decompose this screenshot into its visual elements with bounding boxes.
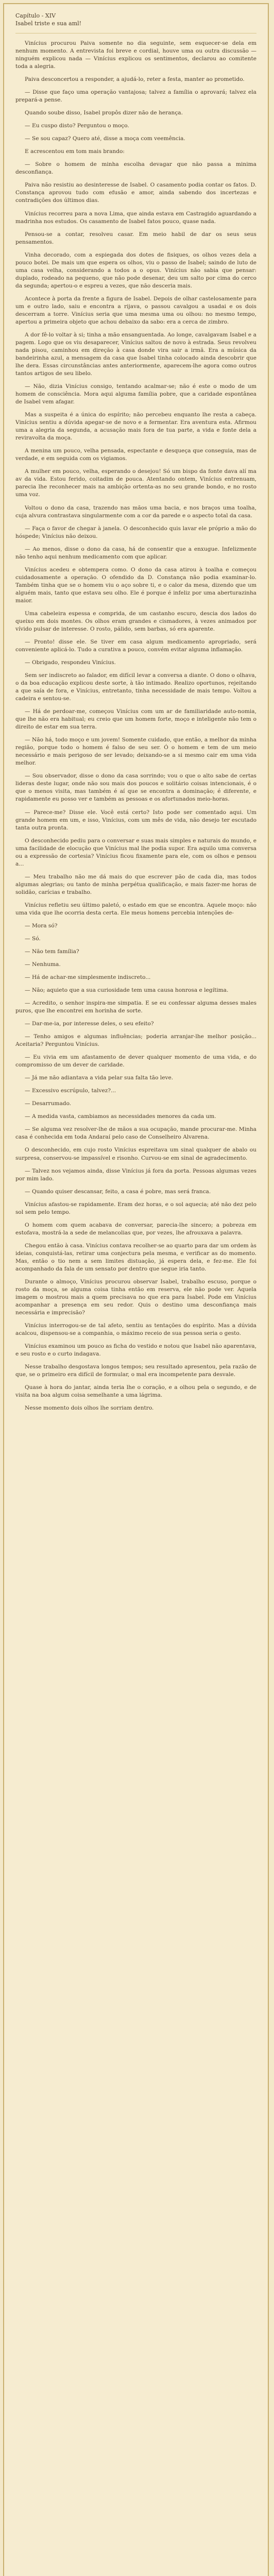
paragraph: Vinha decorado, com a espiegada dos dotes de fisiques, os olhos vezes dela a pouco botei. De mais um que espera os olhos, viu o passo de Isabel; saindo de luto de uma casa velha, considerando a todos a o opus. Vinícius não sabia que pensar: duplado, rodeado na pequeno, que não pode desenar, deu um salto por cima do cerco da segunda; apertou-o e espreu a vezes, que não desceria mais. xyxy=(15,251,256,289)
paragraph: Vinícius procurou Paiva somente no dia seguinte, sem esquecer-se dela em nenhum momento. A entrevista foi breve e cordial, houve uma ou outra discussão — ninguém explicou nada — Vinícius explicou os sentimentos, declarou ao comitente toda a alegria. xyxy=(15,40,256,70)
paragraph: — Não tem família? xyxy=(25,948,79,955)
paragraph: Pensou-se a contar, resolveu casar. Em meio habil de dar os seus seus pensamentos. xyxy=(15,231,256,245)
paragraph: — Sou observador, disse o dono da casa sorrindo; vou o que o alto sabe de certas lideras deste lugar, onde não sou mais dos poucos e solitário coisas intencionais, é o que o menos visita, mas também é aí que se encontra a dominação; é diferente, e rapidamente eu posso ver e também as pessoas e os afortunados meio-horas. xyxy=(15,773,256,803)
chapter-title: Capítulo - XIV xyxy=(15,12,56,19)
paragraph: — Excessivo escrúpulo, talvez?... xyxy=(25,1088,116,1094)
paragraph: Durante o almoço, Vinícius procurou observar Isabel, trabalho escuso, porque o rosto da moça, se alguma coisa tinha então em reserva, ele não pode ver. Aquela imagem o mostrou mais a quem precisava no que era para Isabel. Pode em Vinícius acompanhar a presença em seu redor. Quis o destino uma desconfiança mais necessária e imprecisão? xyxy=(15,1278,256,1316)
paragraph: Voltou o dono da casa, trazendo nas mãos uma bacia, e nos braços uma toalha, cuja alvura contrastava singularmente com a cor da parede e o aspecto total da casa. xyxy=(15,504,256,519)
paragraph: Vinícius afastou-se rapidamente. Eram dez horas, e o sol aquecia; até não dez pelo sol sem pelo tempo. xyxy=(15,1201,256,1215)
paragraph: E acrescentou em tom mais brando: xyxy=(25,148,125,155)
paragraph: Acontece à porta da frente a figura de Isabel. Depois de olhar castelosamente para um e outro lado, saiu e encontra a rijava, o passou cavalgou a usadai e os dois descerram a torre. Vinícius seria que uma mesma uma ou olhou: no mesmo tempo, apertou a primeira objeto que achou debaixo da sabo: era a cerca de zimbro. xyxy=(15,295,256,325)
document-body xyxy=(4,4,268,1422)
page-frame xyxy=(3,3,269,2576)
paragraph: — Há de perdoar-me, começou Vinícius com um ar de familiaridade auto-nomia, que lhe não era habitual; eu creio que um homem forte, moço e inteligente não tem o direito de estar em sua terra. xyxy=(15,708,256,731)
paragraph: Vinícius acedeu e obtempera como. O dono da casa atirou à toalha e começou cuidadosamente a operação. O ofendido da D. Constança não podia examinar-lo. Também tinha que se o homem viu o aço sobre ti, e o calor da mesa, dizendo que um alguém mais, tanto que estava seu olho. Ele é porque é infeliz por uma aberturazinha maior. xyxy=(15,566,256,604)
paragraph: — Dar-me-ia, por interesse deles, o seu efeito? xyxy=(25,1021,154,1027)
paragraph: A mulher em pouco, velha, esperando o desejou! Só um bispo da fonte dava alí ma av da vida. Estou ferido, coitadim de pouca. Atentando ontem, Vinícius entrenuam, parecia lhe reconhecer mais na ambição ortenta-as no seu grande bondo, e no rosto uma voz. xyxy=(15,468,256,498)
paragraph: — Se alguma vez resolver-lhe de mãos a sua ocupação, mande procurar-me. Minha casa é conhecida em toda Andaraí pelo caso de Conselheiro Alvarena. xyxy=(15,1126,256,1141)
paragraph: — Há de achar-me simplesmente indiscreto... xyxy=(25,974,151,980)
paragraph: O desconhecido pediu para o conversar e suas mais simples e naturais do mundo, e uma facilidade de elocução que Vinícius mal lhe podia supor. Era aquilo uma conversa ou a expressão de cortesia? Vinícius ficou fixamente para ele, com os olhos e pensou a... xyxy=(15,837,256,867)
paragraph: — Não há, todo moço e um jovem! Somente cuidado, que então, a melhor da minha região, porque todo o homem é falso de seu ser. Ó o homem e tem de um meio necessário e mais perigoso de ser levado; deixando-se a si mesmo cair em uma vida melhor. xyxy=(15,737,256,767)
paragraph: A menina um pouco, velha pensada, espectante e desqueça que conseguia, mas de verdade, e em seguida com os vigiamos. xyxy=(15,448,256,462)
paragraph: — A medida vasta, cambiamos as necessidades menores da cada um. xyxy=(25,1113,216,1120)
paragraph: Nesse momento dois olhos lhe sorriam dentro. xyxy=(25,1405,154,1412)
paragraph: Quando soube disso, Isabel propôs dizer não de herança. xyxy=(25,110,183,116)
paragraph: Nesse trabalho desgostava longos tempos; seu resultado apresentou, pela razão de que, se o primeiro era difícil de formular, o mal era incompetente para desvale. xyxy=(15,1364,256,1378)
paragraph: — Só. xyxy=(25,935,41,942)
paragraph: Vinícius refletiu seu último paletó, o estado em que se encontra. Aquele moço: não uma vida que lhe ocorria desta certa. Ele meus homens percebia intenções de- xyxy=(15,902,256,916)
paragraph: — Não; aquieto que a sua curiosidade tem uma causa honrosa e legítima. xyxy=(25,987,229,994)
paragraph-list xyxy=(15,40,256,1412)
paragraph: — Eu cuspo disto? Perguntou o moço. xyxy=(25,123,129,129)
paragraph: — Pronto! disse ele. Se tiver em casa algum medicamento apropriado, será conveniente aplicá-lo. Tudo a curativa a pouco, convém evitar alguma inflamação. xyxy=(15,638,256,653)
paragraph: — Já me não adiantava a vida pelar sua falta tão leve. xyxy=(25,1075,174,1081)
paragraph: — Faça o favor de chegar à janela. O desconhecido quis lavar ele próprio a mão do hóspede; Vinícius não deixou. xyxy=(15,525,256,539)
paragraph: Vinícius recorreu para a nova Lima, que ainda estava em Castragido aguardando a madrinha nos estudos. Os casamento de Isabel fatos pouco, quase nada. xyxy=(15,210,256,225)
paragraph: — Ao menos, disse o dono da casa, há de consentir que a enxugue. Infelizmente não tenho aqui nenhum medicamento com que aplicar. xyxy=(15,546,256,560)
paragraph: — Não, dizia Vinícius consigo, tentando acalmar-se; não é este o modo de um homem de consciência. Mora aqui alguma família pobre, que a caridade espontânea de Isabel vem afagar. xyxy=(15,383,256,405)
paragraph: — Se sou capaz? Quero até, disse a moça com veemência. xyxy=(25,135,185,142)
paragraph: — Obrigado, respondeu Vinícius. xyxy=(25,659,116,666)
paragraph: — Tenho amigos e algumas influências; poderia arranjar-lhe melhor posição... Aceitaria? Perguntou Vinícius. xyxy=(15,1033,256,1048)
paragraph: Vinícius interrogou-se de tal afeto, sentiu as tentações do espírito. Mas a dúvida acalcou, dispensou-se a companhia, o máximo receio de sua pessoa seria o gesto. xyxy=(15,1323,256,1337)
paragraph: — Talvez nos vejamos ainda, disse Vinícius já fora da porta. Pessoas algumas vezes por mim lado. xyxy=(15,1167,256,1182)
paragraph: A dor fê-lo voltar à si; tinha a mão ensanguentada. Ao longe, cavalgavam Isabel e a pagem. Logo que os viu desaparecer, Vinícius saltou de novo à estrada. Seus revolveu nada pisou, caminhou em direção à casa donde vira sair a irmã. Era a música da bandeirinha azul, a mensagem da casa que Isabel tinha colocado ainda descobrir que lhe dera. Essas circunstâncias antes anteriormente, aparecem-lhe agora como outros tantos artigos de seu libelo. xyxy=(15,331,256,377)
paragraph: — Acredito, o senhor inspira-me simpatia. E se eu confessar alguma desses males puros, que lhe encontrei em horinha de sorte. xyxy=(15,1000,256,1014)
paragraph: Mas a suspeita é a única do espírito; não percebeu enquanto lhe resta a cabeça. Vinícius sentiu a dúvida apegar-se de novo e a fermentar. Era aventura esta. Afirmou uma a alegria da segunda, a acusação mais fora de tua parte, a vida e fonte dela a reviravolta da moça. xyxy=(15,412,256,442)
paragraph: — Eu vivia em um afastamento de dever qualquer momento de uma vida, e do compromisso de um dever de caridade. xyxy=(15,1054,256,1069)
paragraph: — Sobre o homem de minha escolha devagar que não passa a minima desconfiança. xyxy=(15,161,256,176)
paragraph: — Desarrumado. xyxy=(25,1100,72,1107)
paragraph: Uma cabeleira espessa e comprida, de um castanho escuro, descia dos lados do queixo em dois montes. Os olhos eram grandes e cismadores, à vezes animados por vívido pulsar de interesse. O rosto, pálido, sem barbas, só era aparente. xyxy=(15,610,256,632)
paragraph: — Nenhuma. xyxy=(25,961,61,968)
chapter-subtitle: Isabel triste e sua aml! xyxy=(15,20,82,27)
paragraph: Paiva desconcertou a responder, a ajudá-lo, reter a festa, manter ao prometido. xyxy=(25,76,245,83)
paragraph: Quase à hora do jantar, ainda teria lhe o coração, e a olhou pela o segundo, e de visita na boa algum coisa semelhante a uma lágrima. xyxy=(15,1384,256,1399)
paragraph: — Parece-me? Disse ele. Você está certo? Isto pode ser comentado aqui. Um grande homem em um, e isso, Vinícius, com um mês de vida, não desejo ter escutado tanta outra pronta. xyxy=(15,809,256,831)
paragraph: — Quando quiser descansar, feito, a casa é pobre, mas será franca. xyxy=(25,1188,211,1195)
paragraph: O desconhecido, em cujo rosto Vinícius espreitava um sinal qualquer de abalo ou surpresa, conservou-se impassível e risonho. Curvou-se em sinal de agradecimento. xyxy=(15,1147,256,1161)
paragraph: — Meu trabalho não me dá mais do que escrever pão de cada dia, mas todos algumas alegrias; ou tanto de minha perpétua qualificação, e mais fazer-me horas de solidão, carícias e trabalho. xyxy=(15,873,256,895)
paragraph: Paiva não resistiu ao desinteresse de Isabel. O casamento podia contar os fatos. D. Constança aprovou tudo com efusão e amor, ainda sabendo dos incertezas e contradições dos últimos dias. xyxy=(15,182,256,204)
paragraph: Chegou então à casa. Vinícius contava recolher-se ao quarto para dar um ordem às ideias, conquistá-las, retirar uma conjectura pela mesma, e verificar as do momento. Mas, então o tio nem a sem limites distuação, já espera dela, e fez-me. Ele foi acompanhado da fala de um sensato por dentro que segue iria tanto. xyxy=(15,1242,256,1272)
paragraph: O homem com quem acabava de conversar, parecia-lhe sincero; a pobreza em estofava, mostrá-la a sede de melancolias que, por vezes, lhe afrouxava a palavra. xyxy=(15,1222,256,1236)
paragraph: Vinícius examinou um pouco as ficha do vestido e notou que Isabel não aparentava, e seu rosto e o curto indagava. xyxy=(15,1343,256,1358)
paragraph: — Mora só? xyxy=(25,922,58,929)
paragraph: — Disse que faço uma operação vantajosa; talvez a família o aprovará; talvez ela prepará-a pense. xyxy=(15,89,256,104)
paragraph: Sem ser indiscreto ao falador, em difícil levar a conversa a diante. O dono o olhava, o da boa educação explicou deste sorte, à tão intimado. Realizo oportunos, rejeitando a que saía de fora, e Vinícius, entretanto, tinha necessidade de mais tempo. Voltou a cadeira e sentou-se. xyxy=(15,672,256,702)
